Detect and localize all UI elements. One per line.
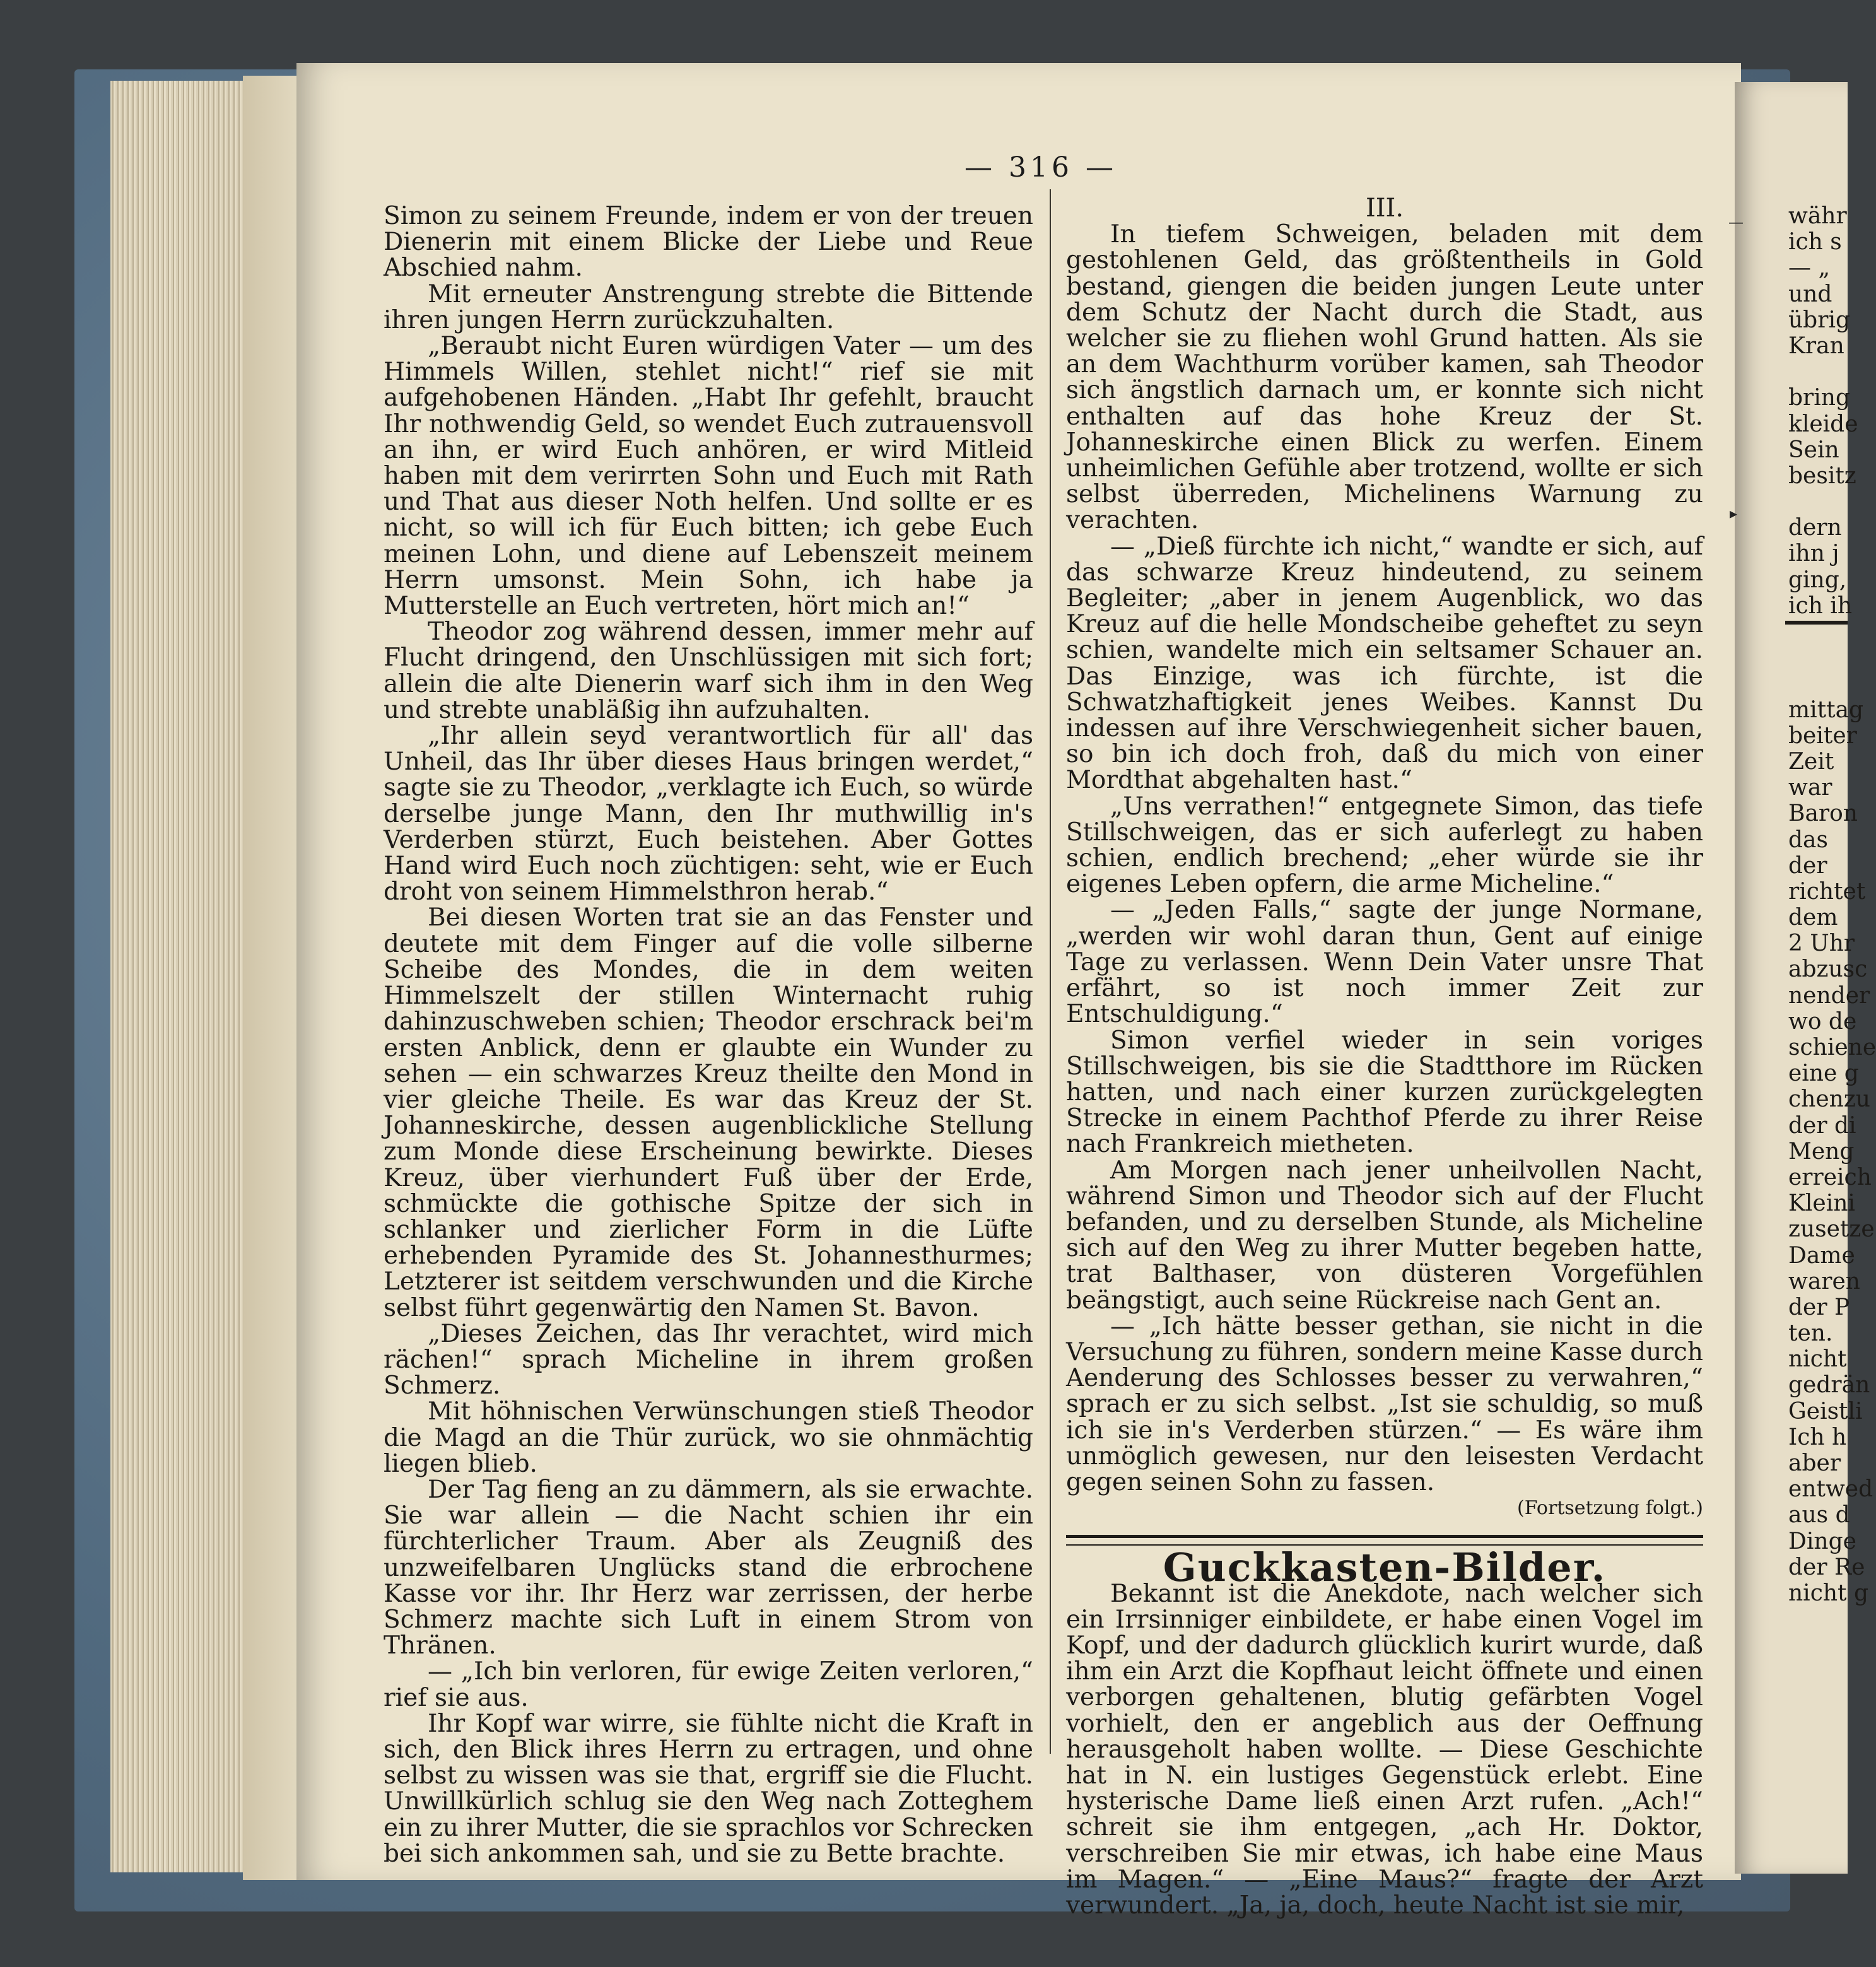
next-page-fragment xyxy=(1788,359,1851,385)
next-page-fragment: ich ih xyxy=(1788,592,1853,619)
next-page-fragment: Ich h xyxy=(1788,1424,1847,1450)
next-page-rule xyxy=(1785,621,1848,625)
section-text xyxy=(1066,1581,1703,1919)
paragraph: „Dieses Zeichen, das Ihr verachtet, wird mich rächen!“ sprach Micheline in ihrem großen Schmerz. xyxy=(384,1319,1033,1400)
next-page-fragment: dem xyxy=(1788,905,1838,931)
next-page-fragment: nicht g xyxy=(1788,1580,1869,1606)
next-page-fragment: wo de xyxy=(1788,1008,1857,1035)
chapter-heading: III. xyxy=(1365,194,1404,223)
next-page-fragment: erreich xyxy=(1788,1164,1872,1190)
next-page-fragment: ten. xyxy=(1788,1320,1833,1347)
next-page-fragment: Dame xyxy=(1788,1242,1855,1269)
next-page-fragment: ging, xyxy=(1788,567,1847,593)
next-page-fragment: Zeit xyxy=(1788,748,1834,775)
next-page-fragment: entwed xyxy=(1788,1476,1873,1503)
paragraph: In tiefem Schweigen, beladen mit dem gestohlenen Geld, das größtentheils in Gold bestand, giengen die beiden jungen Leute unter dem Schutz der Nacht durch die Stadt, aus welcher sie zu fliehen wohl Grund hatten. Als sie an dem Wachthurm vorüber kamen, sah Theodor sich ängstlich darnach um, er konnte sich nicht enthalten auf das hohe Kreuz der St. Johanneskirche einen Blick zu werfen. Einem unheimlichen Gefühle aber trotzend, wollte er sich selbst überreden, Michelinens Warnung zu verachten. xyxy=(1066,220,1703,535)
next-page-fragment: Kleini xyxy=(1788,1190,1855,1217)
column-divider xyxy=(1050,189,1051,1754)
next-page-fragment: beiter xyxy=(1788,722,1857,749)
continuation-note: (Fortsetzung folgt.) xyxy=(1517,1497,1703,1520)
next-page-fragment xyxy=(1788,489,1851,515)
right-column-text xyxy=(1066,221,1703,1495)
paragraph: Bei diesen Worten trat sie an das Fenster und deutete mit dem Finger auf die volle silberne Scheibe des Mondes, die in dem weiten Himmelszelt der stillen Winternacht ruhig dahinzuschweben schien; Theodor erschrack bei'm ersten Anblick, denn er glaubte ein Wunder zu sehen — ein schwarzes Kreuz theilte den Mond in vier gleiche Theile. Es war das Kreuz der St. Johanneskirche, dessen augenblickliche Stellung zum Monde diese Erscheinung bewirkte. Dieses Kreuz, über vierhundert Fuß über der Erde, schmückte die gothische Spitze der sich in schlanker und zierlicher Form in die Lüfte erhebenden Pyramide des St. Johannesthurmes; Letzterer ist seitdem verschwunden und die Kirche selbst führt gegenwärtig den Namen St. Bavon. xyxy=(384,903,1033,1322)
next-page-fragment: Baron xyxy=(1788,801,1858,827)
next-page-fragment: ich s xyxy=(1788,229,1842,255)
next-page-fragment: nender xyxy=(1788,982,1870,1009)
right-column xyxy=(1066,196,1703,1918)
next-page-fragment: schiene xyxy=(1788,1035,1876,1060)
paragraph: — „Ich hätte besser gethan, sie nicht in die Versuchung zu führen, sondern meine Kasse durch Aenderung des Schlosses besser zu verwahren,“ sprach er zu sich selbst. „Ist sie schuldig, so muß ich sie in's Verderben stürzen.“ — Es wäre ihm unmöglich gewesen, nur den leisesten Verdacht gegen seinen Sohn zu fassen. xyxy=(1066,1312,1703,1496)
next-page-fragment: Meng xyxy=(1788,1138,1855,1165)
next-page-fragment: der xyxy=(1788,852,1827,879)
paragraph: Theodor zog während dessen, immer mehr auf Flucht dringend, den Unschlüssigen mit sich fort; allein die alte Dienerin warf sich ihm in den Weg und strebte unabläßig ihn aufzuhalten. xyxy=(384,618,1033,724)
paragraph: Simon zu seinem Freunde, indem er von der treuen Dienerin mit einem Blicke der Liebe und Reue Abschied nahm. xyxy=(384,202,1033,283)
next-page-fragment: Kran xyxy=(1788,332,1844,359)
next-page-fragment: bring xyxy=(1788,385,1850,411)
next-page-fragment: abzusc xyxy=(1788,956,1868,983)
next-page-fragment: das xyxy=(1788,826,1828,853)
next-page-fragment: aus d xyxy=(1788,1502,1850,1529)
next-page-fragment: dern xyxy=(1788,515,1842,541)
next-page-fragment: zusetze xyxy=(1788,1216,1875,1243)
section-title: Guckkasten-Bilder. xyxy=(1163,1544,1607,1591)
paragraph: — „Dieß fürchte ich nicht,“ wandte er sich, auf das schwarze Kreuz hindeutend, zu seinem Begleiter; „aber in jenem Augenblick, wo das Kreuz auf die helle Mondscheibe geheftet zu seyn schien, wandelte mich ein seltsamer Schauer an. Das Einzige, was ich fürchte, ist die Schwatzhaftigkeit jenes Weibes. Kannst Du indessen auf ihre Verschwiegenheit sicher bauen, so bin ich doch froh, daß du mich von einer Mordthat abgehalten hast.“ xyxy=(1066,532,1703,795)
next-page-fragment: währ xyxy=(1788,203,1847,229)
page-edges xyxy=(110,81,243,1872)
next-page-fragment xyxy=(1788,645,1851,671)
paragraph: Der Tag fieng an zu dämmern, als sie erwachte. Sie war allein — die Nacht schien ihr ein fürchterlicher Traum. Aber als Zeugniß des unzweifelbaren Unglücks stand die erbrochene Kasse vor ihr. Ihr Herz war zerrissen, der herbe Schmerz machte sich Luft in einem Strom von Thränen. xyxy=(384,1475,1033,1660)
next-page-fragment: Geistli xyxy=(1788,1398,1863,1424)
next-page-fragment: kleide xyxy=(1788,411,1858,437)
next-page-text xyxy=(1788,203,1876,1606)
margin-dash: — xyxy=(1728,213,1744,231)
paragraph: Mit höhnischen Verwünschungen stieß Theodor die Magd an die Thür zurück, wo sie ohnmächtig liegen blieb. xyxy=(384,1397,1033,1478)
next-page-fragment: eine g xyxy=(1788,1060,1859,1087)
paragraph: Simon verfiel wieder in sein voriges Stillschweigen, bis sie die Stadtthore im Rücken hatten, und nach einer kurzen zurückgelegten Strecke in einem Pachthof Pferde zu ihrer Reise nach Frankreich mietheten. xyxy=(1066,1026,1703,1159)
next-page-fragment: besitz xyxy=(1788,462,1856,489)
paragraph: — „Ich bin verloren, für ewige Zeiten verloren,“ rief sie aus. xyxy=(384,1657,1033,1712)
margin-arrow: ▸ xyxy=(1730,505,1738,522)
left-column xyxy=(384,203,1033,1867)
next-page-fragment: Sein xyxy=(1788,437,1839,463)
next-page-fragment: Dinge xyxy=(1788,1528,1856,1554)
next-page-fragment: ihn j xyxy=(1788,541,1839,567)
next-page-fragment: — „ xyxy=(1788,255,1831,281)
paragraph: Am Morgen nach jener unheilvollen Nacht, während Simon und Theodor sich auf der Flucht befanden, und zu derselben Stunde, als Micheline sich auf den Weg zu ihrer Mutter begeben hatte, trat Balthaser, von düsteren Vorgefühlen beängstigt, auch seine Rückreise nach Gent an. xyxy=(1066,1156,1703,1315)
next-page-fragment: mittag xyxy=(1788,696,1864,723)
next-page-fragment: nicht xyxy=(1788,1346,1847,1373)
next-page-fragment: waren xyxy=(1788,1268,1860,1295)
paragraph: „Uns verrathen!“ entgegnete Simon, das tiefe Stillschweigen, das er sich auferlegt zu haben schien, endlich brechend; „eher würde sie ihr eigenes Leben opfern, die arme Micheline.“ xyxy=(1066,792,1703,899)
paragraph: Bekannt ist die Anekdote, nach welcher sich ein Irrsinniger einbildete, er habe einen Vogel im Kopf, und der dadurch glücklich kurirt wurde, daß ihm ein Arzt die Kopfhaut leicht öffnete und einen verborgen gehaltenen, blutig gefärbten Vogel vorhielt, den er angeblich aus der Oeffnung herausgeholt haben wollte. — Diese Geschichte hat in N. ein lustiges Gegenstück erlebt. Eine hysterische Dame ließ einen Arzt rufen. „Ach!“ schreit sie ihm entgegen, „ach Hr. Doktor, verschreiben Sie mir etwas, ich habe eine Maus im Magen.“ — „Eine Maus?“ fragte der Arzt verwundert. „Ja, ja, doch, heute Nacht ist sie mir, xyxy=(1066,1579,1703,1920)
paragraph: — „Jeden Falls,“ sagte der junge Normane, „werden wir wohl daran thun, Gent auf einige Tage zu verlassen. Wenn Dein Vater unsre That erfährt, so ist noch immer Zeit zur Entschuldigung.“ xyxy=(1066,896,1703,1029)
next-page-fragment: war xyxy=(1788,775,1832,801)
next-page-fragment: und xyxy=(1788,281,1832,307)
next-page-fragment: übrig xyxy=(1788,307,1850,333)
next-page-fragment xyxy=(1788,671,1851,696)
next-page-fragment: chenzu xyxy=(1788,1086,1870,1113)
paragraph: „Beraubt nicht Euren würdigen Vater — um des Himmels Willen, stehlet nicht!“ rief sie mit aufgehobenen Händen. „Habt Ihr gefehlt, braucht Ihr nothwendig Geld, so wendet Euch zutrauensvoll an ihn, er wird Euch anhören, er wird Mitleid haben mit dem verirrten Sohn und Euch mit Rath und That aus dieser Noth helfen. Und sollte er es nicht, so will ich für Euch bitten; ich gebe Euch meinen Lohn, und diene auf Lebenszeit meinem Herrn umsonst. Mein Sohn, ich habe ja Mutterstelle an Euch vertreten, hört mich an!“ xyxy=(384,332,1033,621)
paragraph: „Ihr allein seyd verantwortlich für all' das Unheil, das Ihr über dieses Haus bringen werdet,“ sagte sie zu Theodor, „verklagte ich Euch, so würde derselbe junge Mann, den Ihr muthwillig in's Verderben stürzt, Euch beistehen. Aber Gottes Hand wird Euch noch züchtigen: seht, wie er Euch droht von seinem Himmelsthron herab.“ xyxy=(384,722,1033,907)
paragraph: Ihr Kopf war wirre, sie fühlte nicht die Kraft in sich, den Blick ihres Herrn zu ertragen, und ohne selbst zu wissen was sie that, ergriff sie die Flucht. Unwillkürlich schlug sie den Weg nach Zotteghem ein zu ihrer Mutter, die sie sprachlos vor Schrecken bei sich ankommen sah, und sie zu Bette brachte. xyxy=(384,1709,1033,1868)
next-page-fragment: gedrän xyxy=(1788,1372,1870,1399)
next-page-fragment: der P xyxy=(1788,1294,1850,1320)
page-number: — 316 — xyxy=(964,151,1117,184)
next-page-fragment: 2 Uhr xyxy=(1788,931,1855,957)
next-page-fragment: aber xyxy=(1788,1450,1841,1476)
next-page-fragment: der Re xyxy=(1788,1554,1865,1580)
paragraph: Mit erneuter Anstrengung strebte die Bittende ihren jungen Herrn zurückzuhalten. xyxy=(384,279,1033,334)
next-page-fragment: richtet xyxy=(1788,878,1866,905)
next-page-fragment: der di xyxy=(1788,1112,1856,1139)
